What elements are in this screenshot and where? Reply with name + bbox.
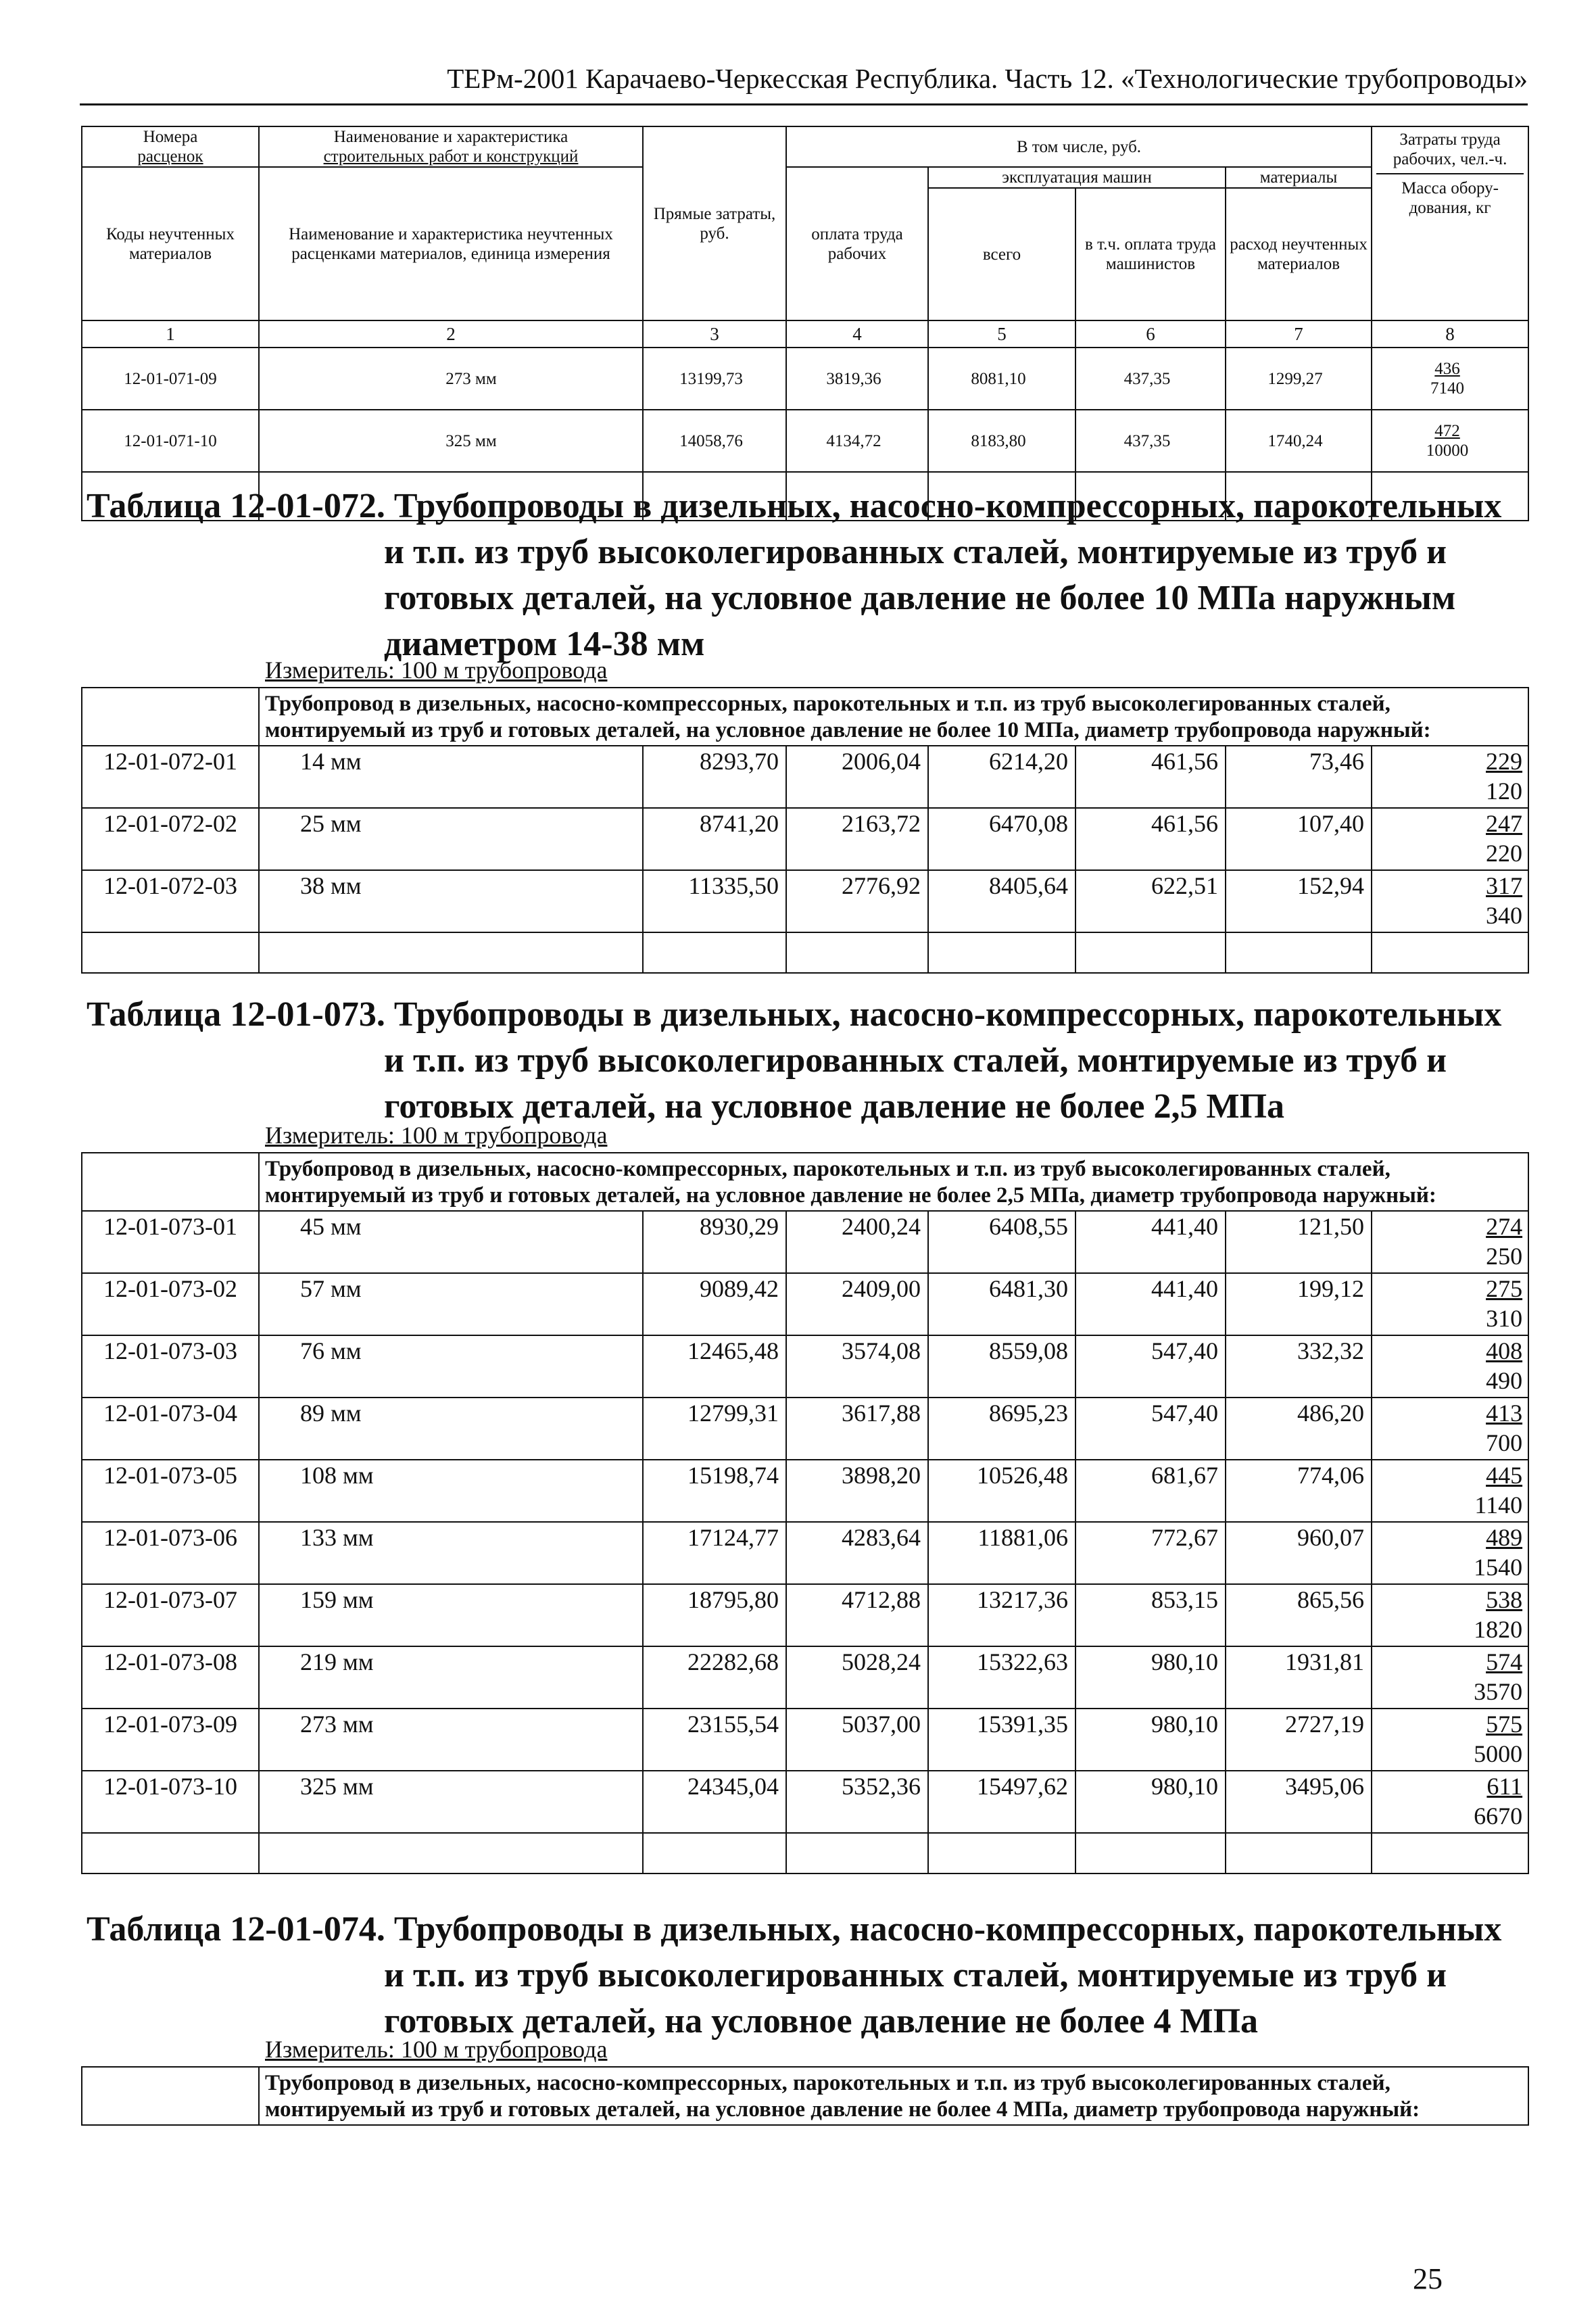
row-oplata: 4283,64 [786, 1522, 928, 1584]
row-material: 865,56 [1226, 1584, 1372, 1646]
table-072-title: Таблица 12-01-072. Трубопроводы в дизельных, насосно-компрессорных, парокотельных и т.п. из труб высоколегированных сталей, монтируемые из труб и готовых деталей, на условное давление не более 10 МПа наружным диаметром 14-38 мм [87, 487, 1502, 663]
col-vsego: всего [928, 188, 1075, 320]
row-trud-massa [1372, 1584, 1528, 1646]
row-trud: 489 [1486, 1524, 1523, 1551]
row-name: 108 мм [259, 1460, 643, 1522]
row-vsego: 6470,08 [928, 808, 1075, 870]
row-material: 486,20 [1226, 1398, 1372, 1460]
row-pryamye: 23155,54 [643, 1709, 786, 1771]
row-trud: 445 [1486, 1462, 1523, 1489]
row-pryamye: 11335,50 [643, 870, 786, 932]
row-name: 25 мм [259, 808, 643, 870]
row-material: 3495,06 [1226, 1771, 1372, 1833]
row-code: 12-01-073-02 [82, 1273, 259, 1335]
row-oplata: 2409,00 [786, 1273, 928, 1335]
col-rashod: расход неучтенных материалов [1226, 188, 1372, 320]
col-number: 1 [82, 320, 259, 348]
row-vsego: 8183,80 [928, 410, 1075, 472]
row-vsego: 15322,63 [928, 1646, 1075, 1709]
row-massa: 310 [1486, 1305, 1523, 1332]
row-oplata: 3617,88 [786, 1398, 928, 1460]
row-massa: 3570 [1474, 1678, 1523, 1705]
row-trud-massa [1372, 348, 1528, 410]
row-oplata: 3819,36 [786, 348, 928, 410]
row-vsego: 15497,62 [928, 1771, 1075, 1833]
row-oplata: 4712,88 [786, 1584, 928, 1646]
row-code: 12-01-073-03 [82, 1335, 259, 1398]
row-vsego: 8695,23 [928, 1398, 1075, 1460]
row-trud: 317 [1486, 872, 1523, 899]
row-trud: 538 [1486, 1586, 1523, 1613]
row-vsego: 6214,20 [928, 746, 1075, 808]
row-pryamye: 14058,76 [643, 410, 786, 472]
col-naim-top: Наименование и характеристика строительных работ и конструкций [259, 126, 643, 167]
row-material: 199,12 [1226, 1273, 1372, 1335]
row-mashinist: 980,10 [1075, 1646, 1226, 1709]
row-code: 12-01-073-09 [82, 1709, 259, 1771]
row-name: 133 мм [259, 1522, 643, 1584]
row-name: 76 мм [259, 1335, 643, 1398]
row-trud: 274 [1486, 1213, 1523, 1240]
row-massa: 5000 [1474, 1740, 1523, 1767]
row-massa: 1540 [1474, 1554, 1523, 1581]
row-pryamye: 13199,73 [643, 348, 786, 410]
table-074-meter: Измеритель: 100 м трубопровода [265, 2036, 608, 2063]
col-number: 6 [1075, 320, 1226, 348]
row-massa: 490 [1486, 1367, 1523, 1394]
row-oplata: 3898,20 [786, 1460, 928, 1522]
row-oplata: 5028,24 [786, 1646, 928, 1709]
row-vsego: 15391,35 [928, 1709, 1075, 1771]
row-pryamye: 15198,74 [643, 1460, 786, 1522]
row-massa: 340 [1486, 902, 1523, 929]
row-vsego: 6408,55 [928, 1211, 1075, 1273]
row-code: 12-01-073-04 [82, 1398, 259, 1460]
row-pryamye: 8293,70 [643, 746, 786, 808]
row-material: 960,07 [1226, 1522, 1372, 1584]
row-mashinist: 437,35 [1075, 348, 1226, 410]
row-pryamye: 24345,04 [643, 1771, 786, 1833]
row-pryamye: 22282,68 [643, 1646, 786, 1709]
table-073-title: Таблица 12-01-073. Трубопроводы в дизельных, насосно-компрессорных, парокотельных и т.п. из труб высоколегированных сталей, монтируемые из труб и готовых деталей, на условное давление не более 2,5 МПа [87, 995, 1502, 1126]
row-name: 325 мм [259, 1771, 643, 1833]
row-code: 12-01-071-10 [82, 410, 259, 472]
row-trud-massa [1372, 1646, 1528, 1709]
row-massa: 250 [1486, 1243, 1523, 1270]
row-name: 38 мм [259, 870, 643, 932]
row-trud-massa [1372, 1398, 1528, 1460]
row-mashinist: 547,40 [1075, 1335, 1226, 1398]
page-number: 25 [1413, 2262, 1443, 2295]
row-oplata: 2163,72 [786, 808, 928, 870]
column-header-table [81, 126, 1529, 521]
row-trud-massa [1372, 1460, 1528, 1522]
row-mashinist: 461,56 [1075, 808, 1226, 870]
table-row [82, 808, 1528, 870]
row-pryamye: 12465,48 [643, 1335, 786, 1398]
row-massa: 10000 [1426, 441, 1469, 460]
table-row [82, 1771, 1528, 1833]
row-code: 12-01-073-10 [82, 1771, 259, 1833]
table-row [82, 1709, 1528, 1771]
table-row [82, 348, 1528, 410]
row-material: 73,46 [1226, 746, 1372, 808]
table-row [82, 1335, 1528, 1398]
row-trud-massa [1372, 1771, 1528, 1833]
row-massa: 6670 [1474, 1803, 1523, 1830]
col-v-tom-chisle: В том числе, руб. [786, 126, 1372, 167]
row-massa: 1820 [1474, 1616, 1523, 1643]
row-mashinist: 441,40 [1075, 1211, 1226, 1273]
row-pryamye: 18795,80 [643, 1584, 786, 1646]
col-naim-bottom: Наименование и характеристика неучтенных расценками материалов, единица измерения [259, 167, 643, 320]
row-code: 12-01-072-02 [82, 808, 259, 870]
table-row [82, 1522, 1528, 1584]
row-trud: 408 [1486, 1337, 1523, 1364]
row-pryamye: 8930,29 [643, 1211, 786, 1273]
row-vsego: 6481,30 [928, 1273, 1075, 1335]
row-trud-massa [1372, 746, 1528, 808]
row-name: 45 мм [259, 1211, 643, 1273]
row-oplata: 4134,72 [786, 410, 928, 472]
row-material: 1740,24 [1226, 410, 1372, 472]
table-074-description: Трубопровод в дизельных, насосно-компрессорных, парокотельных и т.п. из труб высоколегированных сталей, монтируемый из труб и готовых деталей, на условное давление не более 4 МПа, диаметр трубопровода наружный: [259, 2067, 1528, 2125]
row-vsego: 8405,64 [928, 870, 1075, 932]
row-oplata: 3574,08 [786, 1335, 928, 1398]
row-code: 12-01-072-01 [82, 746, 259, 808]
row-material: 121,50 [1226, 1211, 1372, 1273]
row-oplata: 2400,24 [786, 1211, 928, 1273]
table-072-meter: Измеритель: 100 м трубопровода [265, 657, 608, 684]
row-pryamye: 8741,20 [643, 808, 786, 870]
row-pryamye: 9089,42 [643, 1273, 786, 1335]
row-code: 12-01-073-07 [82, 1584, 259, 1646]
col-oplata-truda: оплата труда рабочих [786, 167, 928, 320]
row-material: 2727,19 [1226, 1709, 1372, 1771]
row-name: 89 мм [259, 1398, 643, 1460]
row-mashinist: 441,40 [1075, 1273, 1226, 1335]
row-trud: 413 [1486, 1400, 1523, 1427]
table-073-description: Трубопровод в дизельных, насосно-компрессорных, парокотельных и т.п. из труб высоколегированных сталей, монтируемый из труб и готовых деталей, на условное давление не более 2,5 МПа, диаметр трубопровода наружный: [259, 1153, 1528, 1211]
row-trud: 229 [1486, 748, 1523, 775]
col-v-t-ch: в т.ч. оплата труда машинистов [1075, 188, 1226, 320]
table-072-description: Трубопровод в дизельных, насосно-компрессорных, парокотельных и т.п. из труб высоколегированных сталей, монтируемый из труб и готовых деталей, на условное давление не более 10 МПа, диаметр трубопровода наружный: [259, 688, 1528, 746]
col-number: 2 [259, 320, 643, 348]
row-mashinist: 461,56 [1075, 746, 1226, 808]
col-nomera: Номера расценок [82, 126, 259, 167]
row-name: 14 мм [259, 746, 643, 808]
row-code: 12-01-071-09 [82, 348, 259, 410]
row-trud: 436 [1434, 360, 1460, 378]
row-trud: 611 [1486, 1773, 1523, 1800]
col-pryamye: Прямые затраты, руб. [643, 126, 786, 320]
row-trud-massa [1372, 808, 1528, 870]
table-073-meter: Измеритель: 100 м трубопровода [265, 1122, 608, 1149]
header-rule [80, 103, 1528, 105]
row-pryamye: 17124,77 [643, 1522, 786, 1584]
row-massa: 700 [1486, 1429, 1523, 1456]
row-trud: 275 [1486, 1275, 1523, 1302]
col-number: 8 [1372, 320, 1528, 348]
row-mashinist: 437,35 [1075, 410, 1226, 472]
table-row [82, 1398, 1528, 1460]
page-header: ТЕРм-2001 Карачаево-Черкесская Республика. Часть 12. «Технологические трубопроводы» [447, 63, 1528, 94]
row-oplata: 2006,04 [786, 746, 928, 808]
col-massa: Масса обору- дования, кг [1376, 173, 1524, 218]
row-massa: 7140 [1430, 379, 1465, 398]
row-trud-massa [1372, 1335, 1528, 1398]
col-number: 7 [1226, 320, 1372, 348]
row-name: 273 мм [259, 348, 643, 410]
row-code: 12-01-073-01 [82, 1211, 259, 1273]
col-number: 3 [643, 320, 786, 348]
table-row [82, 870, 1528, 932]
table-074-title: Таблица 12-01-074. Трубопроводы в дизельных, насосно-компрессорных, парокотельных и т.п. из труб высоколегированных сталей, монтируемые из труб и готовых деталей, на условное давление не более 4 МПа [87, 1910, 1502, 2040]
row-name: 159 мм [259, 1584, 643, 1646]
row-trud: 575 [1486, 1711, 1523, 1738]
col-materialy: материалы [1226, 167, 1372, 188]
row-material: 774,06 [1226, 1460, 1372, 1522]
row-trud-massa [1372, 1273, 1528, 1335]
row-mashinist: 547,40 [1075, 1398, 1226, 1460]
row-oplata: 5352,36 [786, 1771, 928, 1833]
row-mashinist: 980,10 [1075, 1771, 1226, 1833]
row-trud: 472 [1434, 422, 1460, 440]
row-oplata: 5037,00 [786, 1709, 928, 1771]
row-trud: 247 [1486, 810, 1523, 837]
row-material: 107,40 [1226, 808, 1372, 870]
col-number: 5 [928, 320, 1075, 348]
row-name: 57 мм [259, 1273, 643, 1335]
row-name: 325 мм [259, 410, 643, 472]
row-trud-massa [1372, 410, 1528, 472]
row-mashinist: 980,10 [1075, 1709, 1226, 1771]
table-row [82, 410, 1528, 472]
row-vsego: 10526,48 [928, 1460, 1075, 1522]
table-row [82, 1460, 1528, 1522]
row-mashinist: 853,15 [1075, 1584, 1226, 1646]
row-massa: 220 [1486, 840, 1523, 867]
row-pryamye: 12799,31 [643, 1398, 786, 1460]
row-code: 12-01-072-03 [82, 870, 259, 932]
row-code: 12-01-073-06 [82, 1522, 259, 1584]
row-trud-massa [1372, 1211, 1528, 1273]
row-oplata: 2776,92 [786, 870, 928, 932]
table-074 [81, 2066, 1529, 2126]
row-massa: 1140 [1474, 1491, 1523, 1519]
col-number: 4 [786, 320, 928, 348]
row-name: 273 мм [259, 1709, 643, 1771]
table-row [82, 1646, 1528, 1709]
row-code: 12-01-073-08 [82, 1646, 259, 1709]
row-trud: 574 [1486, 1648, 1523, 1675]
row-vsego: 8081,10 [928, 348, 1075, 410]
row-massa: 120 [1486, 778, 1523, 805]
col-ekspl-mashin: эксплуатация машин [928, 167, 1226, 188]
row-mashinist: 681,67 [1075, 1460, 1226, 1522]
row-trud-massa [1372, 870, 1528, 932]
table-073 [81, 1152, 1529, 1874]
table-row [82, 1211, 1528, 1273]
table-row [82, 746, 1528, 808]
row-material: 1299,27 [1226, 348, 1372, 410]
row-material: 152,94 [1226, 870, 1372, 932]
table-row [82, 1273, 1528, 1335]
row-name: 219 мм [259, 1646, 643, 1709]
table-072 [81, 687, 1529, 974]
row-vsego: 13217,36 [928, 1584, 1075, 1646]
row-material: 332,32 [1226, 1335, 1372, 1398]
row-code: 12-01-073-05 [82, 1460, 259, 1522]
row-material: 1931,81 [1226, 1646, 1372, 1709]
table-row [82, 1584, 1528, 1646]
col-zatraty: Затраты труда рабочих, чел.-ч. Масса обору- дования, кг [1372, 126, 1528, 320]
row-mashinist: 622,51 [1075, 870, 1226, 932]
row-vsego: 8559,08 [928, 1335, 1075, 1398]
row-trud-massa [1372, 1522, 1528, 1584]
col-kody: Коды неучтенных материалов [82, 167, 259, 320]
row-mashinist: 772,67 [1075, 1522, 1226, 1584]
row-vsego: 11881,06 [928, 1522, 1075, 1584]
row-trud-massa [1372, 1709, 1528, 1771]
